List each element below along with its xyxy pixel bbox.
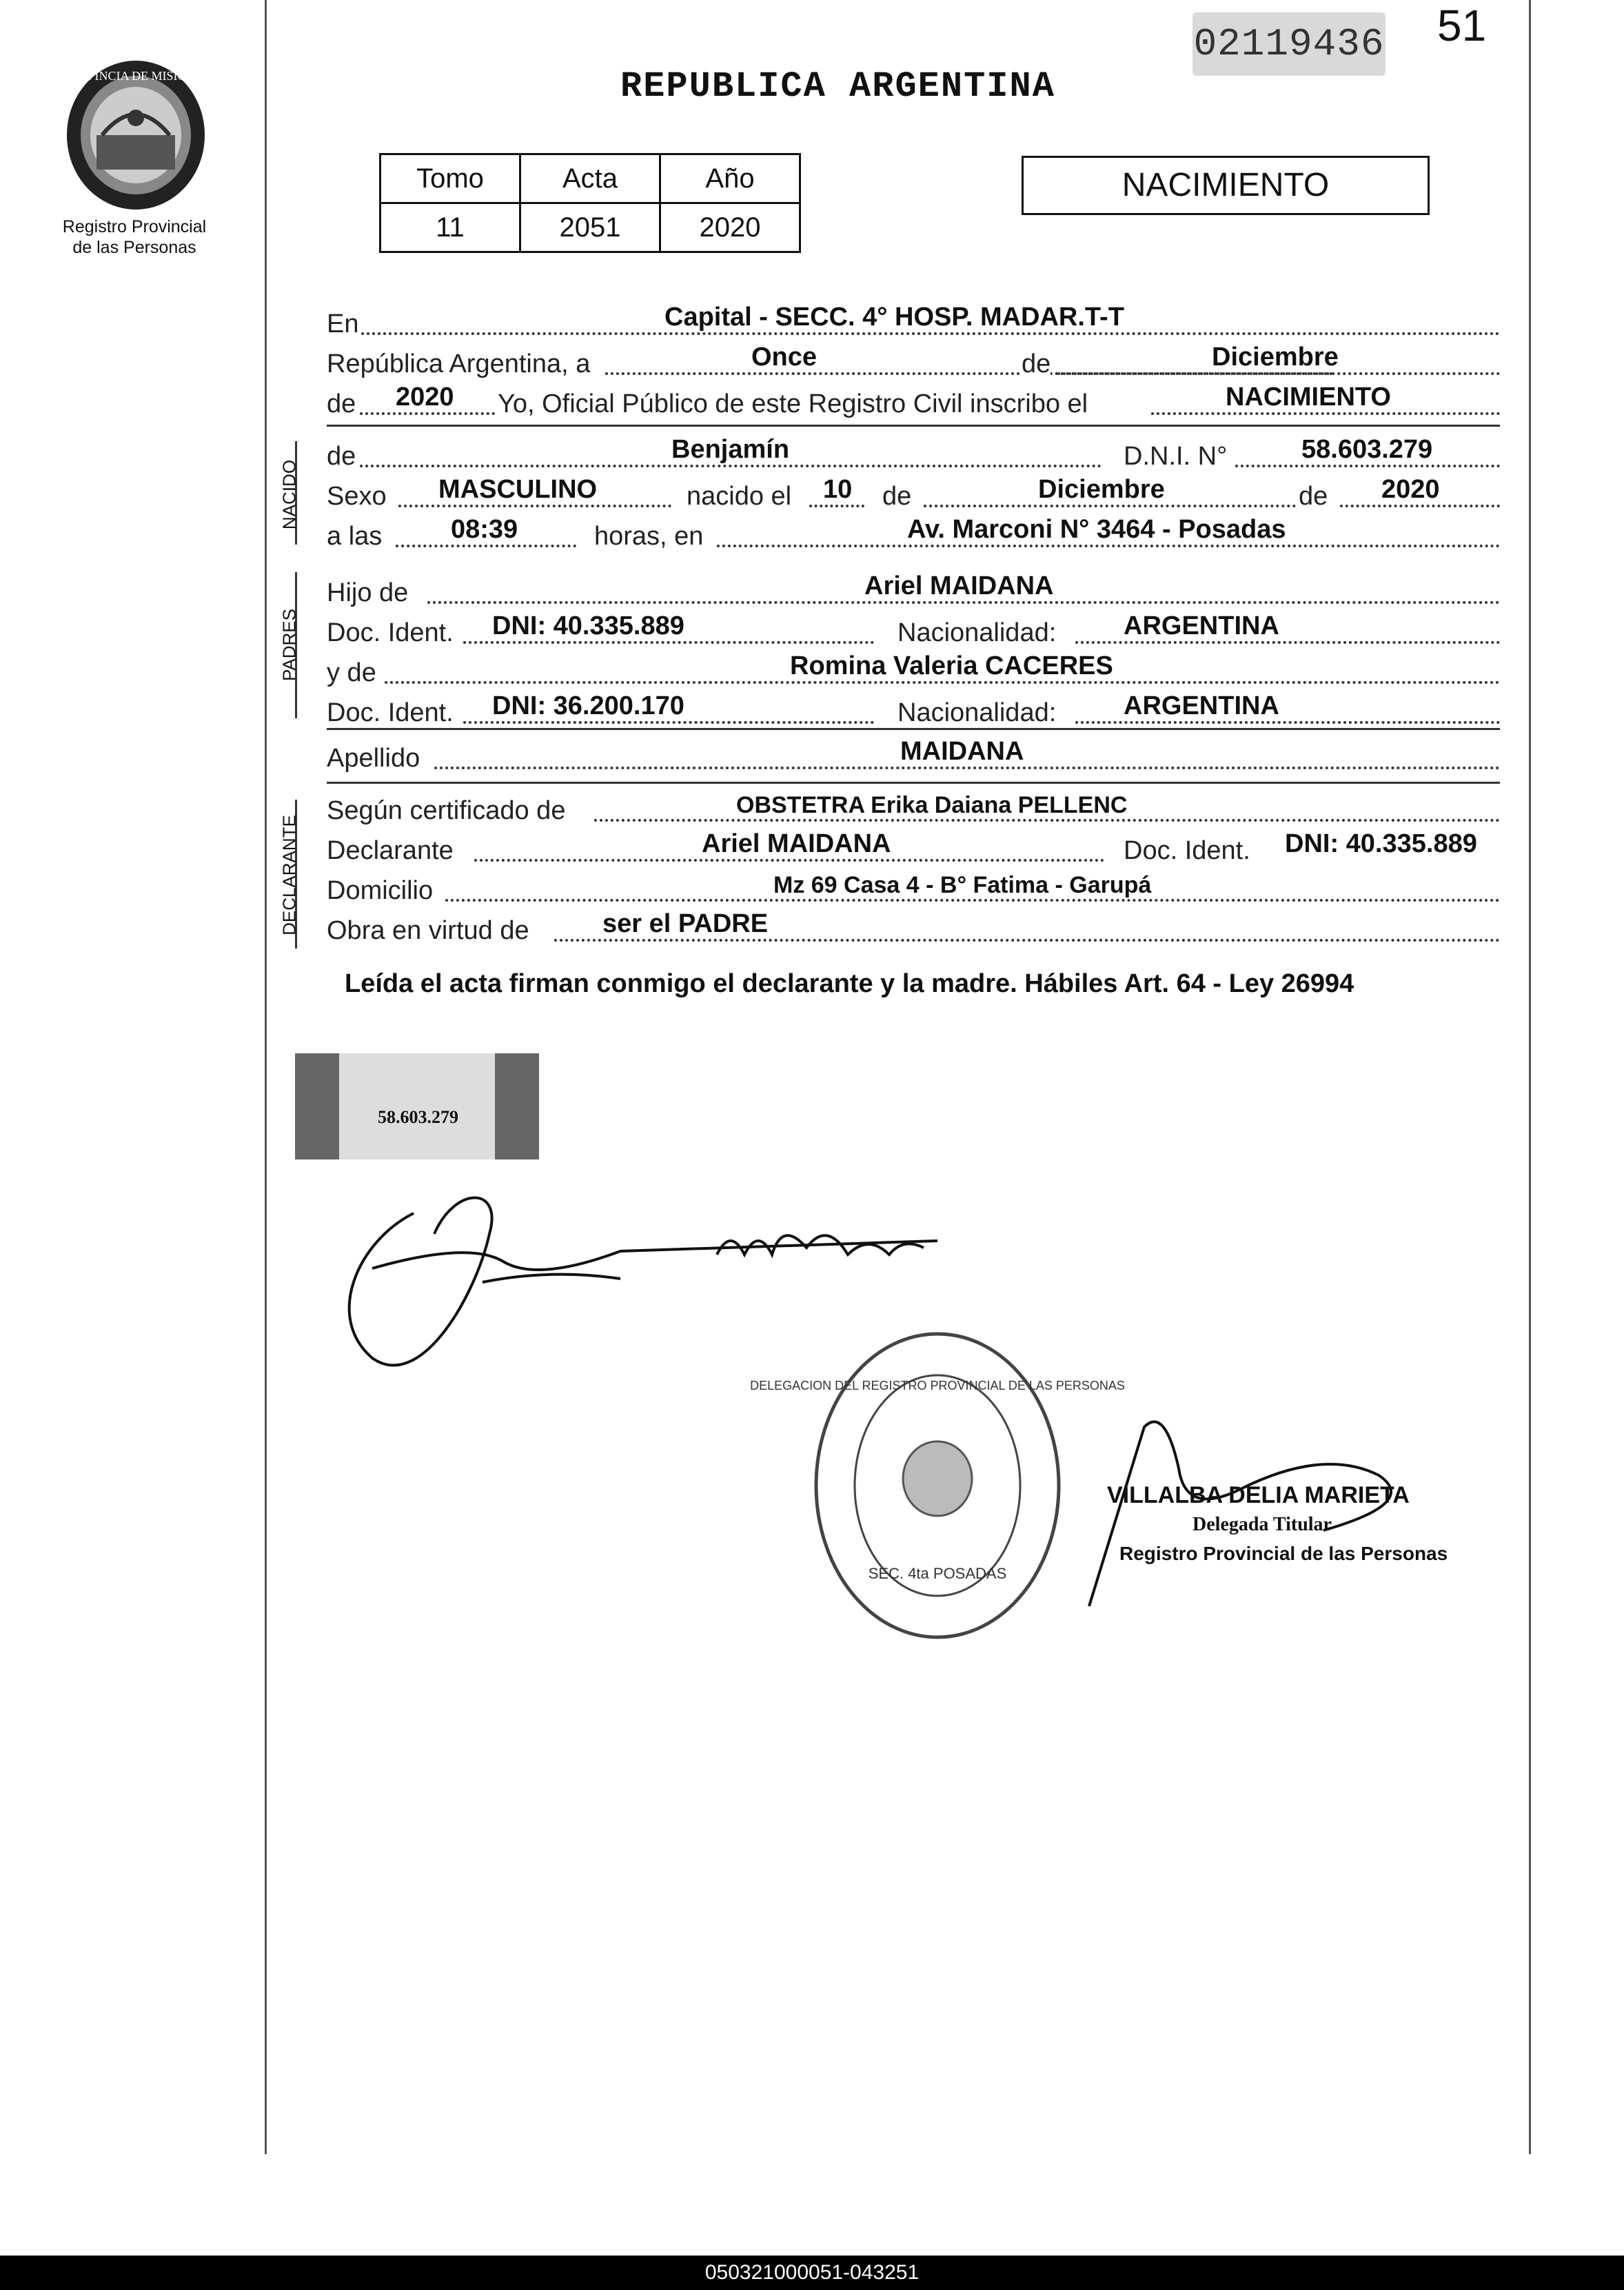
row-certificado — [327, 790, 1500, 830]
value-certificado: OBSTETRA Erika Daiana PELLENC — [736, 792, 1128, 818]
label-republica: República Argentina, a — [327, 349, 591, 378]
separator-1 — [327, 425, 1500, 427]
value-event-type: NACIMIENTO — [1226, 383, 1391, 412]
value-child-name: Benjamín — [671, 435, 790, 464]
fingerprint-box — [295, 1053, 539, 1159]
value-father-name: Ariel MAIDANA — [864, 571, 1054, 600]
registry-line-2: de las Personas — [72, 238, 196, 257]
value-place-of-registration: Capital - SECC. 4° HOSP. MADAR.T-T — [664, 303, 1124, 332]
row-oficial — [327, 383, 1500, 423]
label-apellido: Apellido — [327, 744, 420, 773]
left-margin-line — [265, 0, 267, 2154]
value-mother-doc: DNI: 36.200.170 — [492, 691, 684, 720]
value-birth-place: Av. Marconi N° 3464 - Posadas — [907, 515, 1286, 544]
row-sexo — [327, 476, 1500, 516]
label-de2: de — [327, 389, 356, 418]
label-hijo-de: Hijo de — [327, 578, 409, 607]
footer-barcode-text: 050321000051-043251 — [0, 2256, 1624, 2290]
value-father-doc: DNI: 40.335.889 — [492, 611, 684, 640]
label-father-doc: Doc. Ident. — [327, 618, 454, 647]
row-father-doc — [327, 612, 1500, 652]
value-declarante-doc: DNI: 40.335.889 — [1285, 829, 1477, 858]
nacido-label: NACIDO — [278, 459, 300, 530]
label-horas-en: horas, en — [594, 522, 704, 551]
stamp-inner-text: SEC. 4ta POSADAS — [868, 1565, 1007, 1582]
label-de-nacido: de — [327, 442, 356, 471]
label-domicilio: Domicilio — [327, 876, 434, 905]
record-table — [379, 153, 801, 253]
anio-value: 2020 — [660, 203, 800, 252]
official-signature-icon — [1062, 1413, 1503, 1613]
right-margin-line — [1529, 0, 1531, 2154]
col-acta-header: Acta — [520, 154, 660, 203]
separator-2 — [327, 728, 1500, 730]
document-title: REPUBLICA ARGENTINA — [620, 66, 1055, 107]
label-mother-doc: Doc. Ident. — [327, 698, 454, 727]
row-republica — [327, 343, 1500, 383]
row-domicilio — [327, 870, 1500, 910]
value-domicilio: Mz 69 Casa 4 - B° Fatima - Garupá — [773, 872, 1152, 898]
row-hora — [327, 516, 1500, 556]
official-office: Registro Provincial de las Personas — [1119, 1543, 1448, 1564]
label-de-month: de — [882, 482, 912, 511]
declarante-label: DECLARANTE — [278, 815, 300, 935]
col-tomo-header: Tomo — [380, 154, 520, 203]
row-declarante — [327, 830, 1500, 870]
row-nacido-name — [327, 436, 1500, 476]
row-obra — [327, 910, 1500, 950]
label-obra: Obra en virtud de — [327, 916, 529, 945]
value-birth-time: 08:39 — [451, 515, 518, 544]
registry-stamp-icon — [750, 1324, 1125, 1648]
registry-name — [28, 216, 241, 258]
label-y-de: y de — [327, 658, 376, 687]
closing-statement: Leída el acta firman conmigo el declarante y la madre. Hábiles Art. 64 - Ley 26994 — [345, 969, 1354, 998]
value-year: 2020 — [396, 383, 454, 412]
label-dni: D.N.I. N° — [1124, 442, 1228, 471]
row-hijo-de — [327, 572, 1500, 612]
tomo-value: 11 — [380, 203, 520, 252]
provincial-emblem-icon — [61, 52, 211, 211]
row-mother-doc — [327, 692, 1500, 732]
separator-3 — [327, 782, 1500, 784]
value-birth-day: 10 — [823, 475, 853, 504]
serial-number: 02119436 — [1192, 12, 1386, 76]
row-y-de — [327, 652, 1500, 692]
padres-label: PADRES — [278, 609, 300, 681]
fingerprint-dni: 58.603.279 — [378, 1107, 458, 1127]
label-mother-nationality: Nacionalidad: — [897, 698, 1057, 727]
row-apellido — [327, 738, 1500, 778]
value-declarante: Ariel MAIDANA — [702, 829, 891, 858]
value-birth-year: 2020 — [1381, 475, 1440, 504]
label-certificado: Según certificado de — [327, 796, 566, 825]
value-mother-nationality: ARGENTINA — [1124, 691, 1279, 720]
value-month: Diciembre — [1212, 343, 1339, 372]
label-a-las: a las — [327, 522, 383, 551]
label-sexo: Sexo — [327, 482, 387, 511]
label-de: de — [1022, 349, 1051, 378]
acta-value: 2051 — [520, 203, 660, 252]
row-en — [327, 303, 1500, 343]
value-surname: MAIDANA — [900, 737, 1024, 766]
official-name: VILLALBA DELIA MARIETA — [1107, 1482, 1410, 1508]
stamp-outer-text: DELEGACION DEL REGISTRO PROVINCIAL DE LAS PERSONAS — [750, 1379, 1125, 1392]
col-anio-header: Año — [660, 154, 800, 203]
label-declarante: Declarante — [327, 836, 454, 865]
label-nacido-el: nacido el — [687, 482, 792, 511]
label-father-nationality: Nacionalidad: — [897, 618, 1057, 647]
label-en: En — [327, 310, 359, 338]
value-mother-name: Romina Valeria CACERES — [790, 651, 1113, 680]
record-type-box: NACIMIENTO — [1022, 156, 1430, 215]
official-title: Delegada Titular — [1192, 1514, 1332, 1535]
label-de-year: de — [1299, 482, 1328, 511]
registry-line-1: Registro Provincial — [62, 217, 207, 236]
value-child-dni: 58.603.279 — [1301, 435, 1433, 464]
value-obra: ser el PADRE — [602, 909, 769, 938]
page-number: 51 — [1437, 1, 1487, 50]
value-birth-month: Diciembre — [1038, 475, 1165, 504]
label-declarante-doc: Doc. Ident. — [1124, 836, 1250, 865]
label-oficial: Yo, Oficial Público de este Registro Civil inscribo el — [498, 389, 1088, 418]
value-father-nationality: ARGENTINA — [1124, 611, 1279, 640]
value-sex: MASCULINO — [438, 475, 598, 504]
emblem-text: PROVINCIA DE MISIONES — [61, 69, 210, 83]
value-day-word: Once — [751, 343, 818, 372]
